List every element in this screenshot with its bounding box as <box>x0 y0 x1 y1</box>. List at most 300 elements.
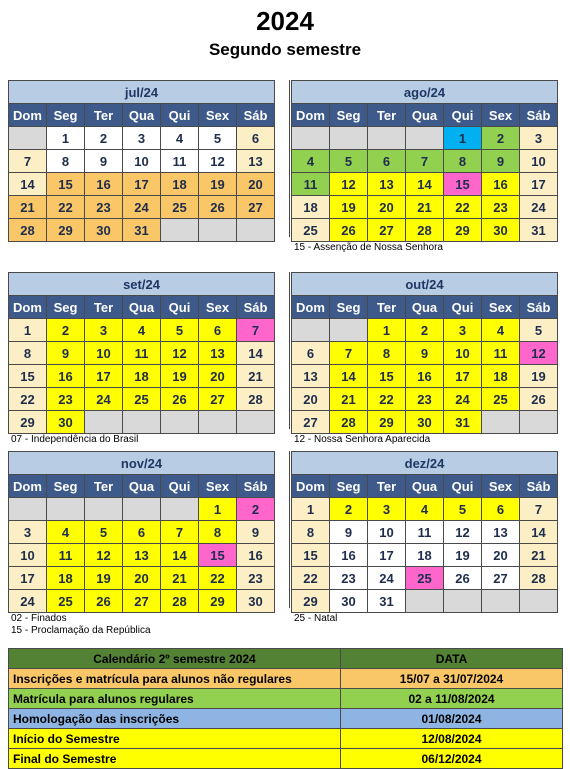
schedule-date: 12/08/2024 <box>341 729 563 749</box>
day-cell: 13 <box>368 173 406 196</box>
month-calendar <box>8 80 275 242</box>
day-cell: 1 <box>47 127 85 150</box>
holiday-note: 25 - Natal <box>294 613 338 624</box>
week-row <box>9 544 275 567</box>
empty-day-cell <box>9 498 47 521</box>
weekday-header: Ter <box>85 296 123 319</box>
weekday-header: Sáb <box>520 104 558 127</box>
day-cell: 2 <box>85 127 123 150</box>
day-cell: 18 <box>47 567 85 590</box>
day-cell: 6 <box>292 342 330 365</box>
schedule-row <box>9 669 563 689</box>
day-cell: 25 <box>292 219 330 242</box>
day-cell: 25 <box>161 196 199 219</box>
day-cell: 20 <box>199 365 237 388</box>
day-cell: 15 <box>47 173 85 196</box>
day-cell: 27 <box>368 219 406 242</box>
weekday-header: Dom <box>9 296 47 319</box>
day-cell: 22 <box>368 388 406 411</box>
day-cell: 24 <box>123 196 161 219</box>
column-divider <box>289 80 290 237</box>
empty-day-cell <box>482 411 520 434</box>
empty-day-cell <box>330 127 368 150</box>
day-cell: 18 <box>123 365 161 388</box>
day-cell: 3 <box>9 521 47 544</box>
schedule-date: 01/08/2024 <box>341 709 563 729</box>
empty-day-cell <box>237 219 275 242</box>
day-cell: 25 <box>482 388 520 411</box>
day-cell: 20 <box>237 173 275 196</box>
empty-day-cell <box>85 498 123 521</box>
day-cell: 5 <box>444 498 482 521</box>
weekday-header: Sex <box>482 296 520 319</box>
day-cell: 21 <box>520 544 558 567</box>
weekday-header: Sáb <box>237 104 275 127</box>
day-cell: 19 <box>520 365 558 388</box>
day-cell: 23 <box>237 567 275 590</box>
weekday-header: Dom <box>9 475 47 498</box>
empty-day-cell <box>520 411 558 434</box>
day-cell: 13 <box>482 521 520 544</box>
day-cell: 15 <box>444 173 482 196</box>
weekday-header: Qua <box>123 475 161 498</box>
day-cell: 16 <box>47 365 85 388</box>
empty-day-cell <box>9 127 47 150</box>
empty-day-cell <box>161 411 199 434</box>
day-cell: 30 <box>330 590 368 613</box>
day-cell: 21 <box>330 388 368 411</box>
day-cell: 1 <box>9 319 47 342</box>
weekday-header: Ter <box>85 475 123 498</box>
day-cell: 10 <box>123 150 161 173</box>
weekday-header: Dom <box>9 104 47 127</box>
day-cell: 5 <box>199 127 237 150</box>
day-cell: 8 <box>9 342 47 365</box>
day-cell: 13 <box>292 365 330 388</box>
day-cell: 29 <box>47 219 85 242</box>
day-cell: 23 <box>47 388 85 411</box>
day-cell: 6 <box>123 521 161 544</box>
weekday-header: Sex <box>199 296 237 319</box>
day-cell: 7 <box>237 319 275 342</box>
month-calendar <box>8 272 275 446</box>
day-cell: 26 <box>85 590 123 613</box>
day-cell: 7 <box>9 150 47 173</box>
day-cell: 27 <box>292 411 330 434</box>
day-cell: 31 <box>123 219 161 242</box>
day-cell: 27 <box>482 567 520 590</box>
day-cell: 17 <box>9 567 47 590</box>
day-cell: 28 <box>406 219 444 242</box>
day-cell: 21 <box>161 567 199 590</box>
day-cell: 4 <box>292 150 330 173</box>
schedule-table <box>8 648 563 769</box>
day-cell: 3 <box>85 319 123 342</box>
week-row <box>292 365 558 388</box>
day-cell: 29 <box>368 411 406 434</box>
day-cell: 13 <box>199 342 237 365</box>
week-row <box>292 196 558 219</box>
day-cell: 12 <box>444 521 482 544</box>
day-cell: 1 <box>292 498 330 521</box>
day-cell: 3 <box>368 498 406 521</box>
weekday-header: Sáb <box>237 296 275 319</box>
week-row <box>9 388 275 411</box>
column-divider <box>289 451 290 608</box>
week-row <box>292 319 558 342</box>
day-cell: 9 <box>406 342 444 365</box>
month-table <box>291 272 558 434</box>
day-cell: 29 <box>199 590 237 613</box>
day-cell: 11 <box>406 521 444 544</box>
day-cell: 11 <box>123 342 161 365</box>
day-cell: 27 <box>237 196 275 219</box>
schedule-date: 06/12/2024 <box>341 749 563 769</box>
day-cell: 20 <box>123 567 161 590</box>
day-cell: 9 <box>85 150 123 173</box>
week-row <box>292 590 558 613</box>
day-cell: 26 <box>330 219 368 242</box>
month-name: nov/24 <box>9 452 275 475</box>
day-cell: 23 <box>482 196 520 219</box>
day-cell: 22 <box>444 196 482 219</box>
day-cell: 24 <box>368 567 406 590</box>
weekday-header: Ter <box>368 296 406 319</box>
month-name: jul/24 <box>9 81 275 104</box>
month-name: ago/24 <box>292 81 558 104</box>
schedule-header-date: DATA <box>341 649 563 669</box>
day-cell: 18 <box>292 196 330 219</box>
day-cell: 9 <box>47 342 85 365</box>
day-cell: 11 <box>47 544 85 567</box>
day-cell: 21 <box>237 365 275 388</box>
day-cell: 30 <box>482 219 520 242</box>
weekday-header: Sáb <box>520 475 558 498</box>
weekday-header: Qui <box>161 104 199 127</box>
month-table <box>8 451 275 613</box>
day-cell: 28 <box>330 411 368 434</box>
schedule-date: 02 a 11/08/2024 <box>341 689 563 709</box>
day-cell: 10 <box>85 342 123 365</box>
day-cell: 2 <box>406 319 444 342</box>
holiday-note: 15 - Assenção de Nossa Senhora <box>294 242 443 253</box>
month-calendar <box>291 80 558 254</box>
day-cell: 31 <box>520 219 558 242</box>
weekday-header: Sex <box>199 104 237 127</box>
day-cell: 8 <box>292 521 330 544</box>
holiday-note: 15 - Proclamação da República <box>11 625 151 636</box>
holiday-note: 12 - Nossa Senhora Aparecida <box>294 434 431 445</box>
weekday-header: Seg <box>47 296 85 319</box>
day-cell: 10 <box>444 342 482 365</box>
day-cell: 2 <box>330 498 368 521</box>
week-row <box>292 411 558 434</box>
empty-day-cell <box>47 498 85 521</box>
day-cell: 25 <box>406 567 444 590</box>
weekday-header: Qui <box>444 104 482 127</box>
weekday-header: Dom <box>292 296 330 319</box>
day-cell: 24 <box>9 590 47 613</box>
day-cell: 31 <box>444 411 482 434</box>
day-cell: 19 <box>199 173 237 196</box>
holiday-notes <box>8 434 275 446</box>
empty-day-cell <box>292 127 330 150</box>
schedule-row <box>9 729 563 749</box>
day-cell: 20 <box>368 196 406 219</box>
schedule-header-row <box>9 649 563 669</box>
month-name: set/24 <box>9 273 275 296</box>
day-cell: 15 <box>199 544 237 567</box>
day-cell: 16 <box>237 544 275 567</box>
day-cell: 18 <box>406 544 444 567</box>
day-cell: 11 <box>161 150 199 173</box>
week-row <box>9 521 275 544</box>
weekday-header: Ter <box>85 104 123 127</box>
day-cell: 24 <box>444 388 482 411</box>
week-row <box>9 173 275 196</box>
empty-day-cell <box>406 590 444 613</box>
month-table <box>8 272 275 434</box>
day-cell: 3 <box>123 127 161 150</box>
weekday-header: Qua <box>406 104 444 127</box>
schedule-row <box>9 689 563 709</box>
empty-day-cell <box>123 498 161 521</box>
day-cell: 6 <box>237 127 275 150</box>
weekday-header: Ter <box>368 475 406 498</box>
day-cell: 13 <box>123 544 161 567</box>
schedule-label: Matrícula para alunos regulares <box>9 689 341 709</box>
empty-day-cell <box>199 219 237 242</box>
day-cell: 17 <box>368 544 406 567</box>
day-cell: 30 <box>406 411 444 434</box>
day-cell: 19 <box>85 567 123 590</box>
week-row <box>292 567 558 590</box>
day-cell: 25 <box>47 590 85 613</box>
day-cell: 29 <box>9 411 47 434</box>
day-cell: 1 <box>368 319 406 342</box>
empty-day-cell <box>161 498 199 521</box>
day-cell: 18 <box>482 365 520 388</box>
day-cell: 2 <box>482 127 520 150</box>
week-row <box>9 411 275 434</box>
day-cell: 14 <box>237 342 275 365</box>
day-cell: 21 <box>406 196 444 219</box>
day-cell: 19 <box>330 196 368 219</box>
day-cell: 14 <box>161 544 199 567</box>
empty-day-cell <box>161 219 199 242</box>
month-table <box>291 451 558 613</box>
day-cell: 3 <box>520 127 558 150</box>
day-cell: 2 <box>237 498 275 521</box>
day-cell: 31 <box>368 590 406 613</box>
week-row <box>292 342 558 365</box>
day-cell: 30 <box>47 411 85 434</box>
day-cell: 9 <box>482 150 520 173</box>
day-cell: 24 <box>85 388 123 411</box>
day-cell: 7 <box>520 498 558 521</box>
day-cell: 15 <box>368 365 406 388</box>
week-row <box>9 319 275 342</box>
day-cell: 24 <box>520 196 558 219</box>
schedule-header-label: Calendário 2º semestre 2024 <box>9 649 341 669</box>
week-row <box>9 365 275 388</box>
day-cell: 4 <box>161 127 199 150</box>
week-row <box>9 219 275 242</box>
weekday-header: Qua <box>123 296 161 319</box>
month-calendar <box>291 272 558 446</box>
weekday-header: Sex <box>199 475 237 498</box>
day-cell: 25 <box>123 388 161 411</box>
day-cell: 17 <box>520 173 558 196</box>
weekday-header: Qui <box>444 475 482 498</box>
week-row <box>292 544 558 567</box>
day-cell: 4 <box>406 498 444 521</box>
empty-day-cell <box>237 411 275 434</box>
weekday-header: Seg <box>330 296 368 319</box>
day-cell: 22 <box>292 567 330 590</box>
day-cell: 12 <box>85 544 123 567</box>
day-cell: 10 <box>9 544 47 567</box>
empty-day-cell <box>444 590 482 613</box>
day-cell: 29 <box>292 590 330 613</box>
day-cell: 27 <box>199 388 237 411</box>
day-cell: 11 <box>482 342 520 365</box>
day-cell: 26 <box>161 388 199 411</box>
weekday-header: Qui <box>161 296 199 319</box>
day-cell: 5 <box>330 150 368 173</box>
day-cell: 8 <box>199 521 237 544</box>
week-row <box>9 150 275 173</box>
day-cell: 16 <box>482 173 520 196</box>
day-cell: 9 <box>330 521 368 544</box>
schedule-row <box>9 709 563 729</box>
day-cell: 12 <box>199 150 237 173</box>
day-cell: 16 <box>85 173 123 196</box>
schedule-row <box>9 749 563 769</box>
week-row <box>9 342 275 365</box>
day-cell: 27 <box>123 590 161 613</box>
day-cell: 7 <box>406 150 444 173</box>
day-cell: 17 <box>444 365 482 388</box>
week-row <box>9 127 275 150</box>
week-row <box>292 521 558 544</box>
schedule-label: Início do Semestre <box>9 729 341 749</box>
empty-day-cell <box>482 590 520 613</box>
weekday-header: Qua <box>123 104 161 127</box>
week-row <box>9 498 275 521</box>
day-cell: 4 <box>482 319 520 342</box>
day-cell: 21 <box>9 196 47 219</box>
day-cell: 28 <box>9 219 47 242</box>
day-cell: 12 <box>161 342 199 365</box>
holiday-note: 02 - Finados <box>11 613 67 624</box>
day-cell: 8 <box>444 150 482 173</box>
month-calendar <box>291 451 558 625</box>
week-row <box>292 173 558 196</box>
weekday-header: Sex <box>482 104 520 127</box>
day-cell: 23 <box>85 196 123 219</box>
week-row <box>292 127 558 150</box>
day-cell: 15 <box>292 544 330 567</box>
day-cell: 28 <box>237 388 275 411</box>
day-cell: 1 <box>444 127 482 150</box>
empty-day-cell <box>292 319 330 342</box>
day-cell: 23 <box>406 388 444 411</box>
weekday-header: Seg <box>47 104 85 127</box>
weekday-header: Seg <box>47 475 85 498</box>
day-cell: 6 <box>368 150 406 173</box>
holiday-notes <box>8 613 275 637</box>
day-cell: 7 <box>161 521 199 544</box>
day-cell: 3 <box>444 319 482 342</box>
day-cell: 23 <box>330 567 368 590</box>
empty-day-cell <box>199 411 237 434</box>
day-cell: 17 <box>85 365 123 388</box>
day-cell: 6 <box>482 498 520 521</box>
day-cell: 14 <box>9 173 47 196</box>
weekday-header: Sex <box>482 475 520 498</box>
day-cell: 7 <box>330 342 368 365</box>
day-cell: 22 <box>9 388 47 411</box>
empty-day-cell <box>368 127 406 150</box>
weekday-header: Seg <box>330 104 368 127</box>
day-cell: 14 <box>520 521 558 544</box>
day-cell: 15 <box>9 365 47 388</box>
day-cell: 20 <box>292 388 330 411</box>
week-row <box>292 150 558 173</box>
day-cell: 22 <box>47 196 85 219</box>
week-row <box>292 219 558 242</box>
weekday-header: Dom <box>292 104 330 127</box>
weekday-header: Dom <box>292 475 330 498</box>
day-cell: 1 <box>199 498 237 521</box>
month-name: out/24 <box>292 273 558 296</box>
year-title: 2024 <box>256 6 314 36</box>
semester-subtitle: Segundo semestre <box>208 40 362 59</box>
month-name: dez/24 <box>292 452 558 475</box>
holiday-notes <box>291 242 558 254</box>
empty-day-cell <box>330 319 368 342</box>
day-cell: 14 <box>406 173 444 196</box>
day-cell: 22 <box>199 567 237 590</box>
empty-day-cell <box>520 590 558 613</box>
day-cell: 29 <box>444 219 482 242</box>
month-calendar <box>8 451 275 637</box>
schedule-date: 15/07 a 31/07/2024 <box>341 669 563 689</box>
weekday-header: Qui <box>161 475 199 498</box>
week-row <box>292 498 558 521</box>
weekday-header: Sáb <box>520 296 558 319</box>
holiday-notes <box>291 613 558 625</box>
schedule-label: Homologação das inscrições <box>9 709 341 729</box>
day-cell: 9 <box>237 521 275 544</box>
day-cell: 10 <box>368 521 406 544</box>
month-table <box>8 80 275 242</box>
holiday-note: 07 - Independência do Brasil <box>11 434 139 445</box>
schedule-label: Inscrições e matrícula para alunos não regulares <box>9 669 341 689</box>
day-cell: 19 <box>444 544 482 567</box>
weekday-header: Qua <box>406 296 444 319</box>
day-cell: 8 <box>368 342 406 365</box>
weekday-header: Sáb <box>237 475 275 498</box>
week-row <box>292 388 558 411</box>
day-cell: 16 <box>406 365 444 388</box>
day-cell: 5 <box>85 521 123 544</box>
day-cell: 5 <box>520 319 558 342</box>
day-cell: 19 <box>161 365 199 388</box>
weekday-header: Ter <box>368 104 406 127</box>
day-cell: 4 <box>47 521 85 544</box>
